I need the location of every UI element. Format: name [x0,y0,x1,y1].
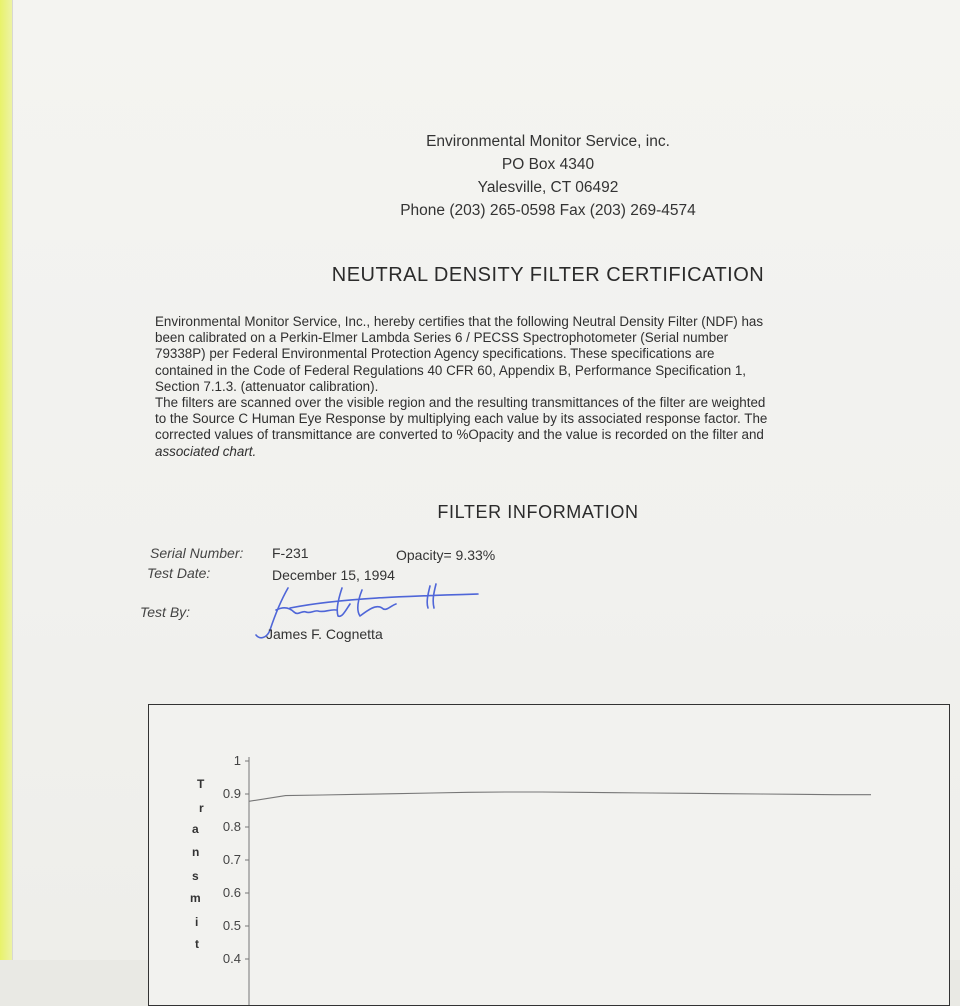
ylabel-letter-r: r [199,801,204,815]
ylabel-letter-i: i [195,915,199,929]
opacity-value: Opacity= 9.33% [396,547,496,563]
filter-info-heading: FILTER INFORMATION [437,502,639,522]
test-date-value: December 15, 1994 [272,567,395,583]
letterhead [0,130,960,222]
tester-name: James F. Cognetta [266,626,383,642]
paragraph-line-9: associated chart. [155,443,257,459]
transmittance-chart [148,704,950,1006]
y-tick-label: 0.8 [222,819,241,834]
company-name: Environmental Monitor Service, Inc., [155,314,371,329]
ylabel-letter-s: s [192,869,199,883]
certification-paragraph [155,314,875,460]
letterhead-city: Yalesville, CT 06492 [477,179,619,196]
test-by-label: Test By: [140,604,191,620]
paragraph-line-6: The filters are scanned over the visible region and the resulting transmittances of the filter are weighted [155,395,766,411]
serial-number-label: Serial Number: [150,545,244,561]
paragraph-line-4: contained in the Code of Federal Regulations 40 CFR 60, Appendix B, Performance Specification 1, [155,362,747,378]
letterhead-company: Environmental Monitor Service, inc. [426,133,670,150]
serial-number-value: F-231 [272,545,309,561]
paragraph-line-5: Section 7.1.3. (attenuator calibration). [155,378,379,394]
y-tick-label: 0.5 [222,918,241,933]
chart-plot-area [149,705,949,1005]
ylabel-letter-m: m [190,891,201,905]
paragraph-line-8: corrected values of transmittance are converted to %Opacity and the value is recorded on the filter and [155,427,764,443]
paragraph-line-3: 79338P) per Federal Environmental Protection Agency specifications. These specifications are [155,346,715,362]
paragraph-line-2: been calibrated on a Perkin-Elmer Lambda Series 6 / PECSS Spectrophotometer (Serial number [155,330,729,346]
y-tick-label: 0.4 [222,951,241,966]
y-tick-label: 1 [233,753,241,768]
y-tick-label: 0.7 [222,852,241,867]
paragraph-line-7: to the Source C Human Eye Response by multiplying each value by its associated response factor. The [155,411,768,427]
y-tick-label: 0.6 [222,885,241,900]
ylabel-letter-t: T [197,777,205,791]
ylabel-letter-t2: t [195,937,199,951]
ylabel-letter-n: n [192,845,200,859]
letterhead-phone-fax: Phone (203) 265-0598 Fax (203) 269-4574 [400,202,696,219]
certificate-title: NEUTRAL DENSITY FILTER CERTIFICATION [331,264,765,286]
test-date-label: Test Date: [147,565,211,581]
letterhead-po-box: PO Box 4340 [501,156,595,173]
transmittance-series-line [249,792,871,801]
paragraph-line-1: Environmental Monitor Service, Inc., hereby certifies that the following Neutral Density Filter (NDF) has [155,314,764,329]
y-tick-label: 0.9 [222,786,241,801]
ylabel-letter-a: a [192,822,199,836]
